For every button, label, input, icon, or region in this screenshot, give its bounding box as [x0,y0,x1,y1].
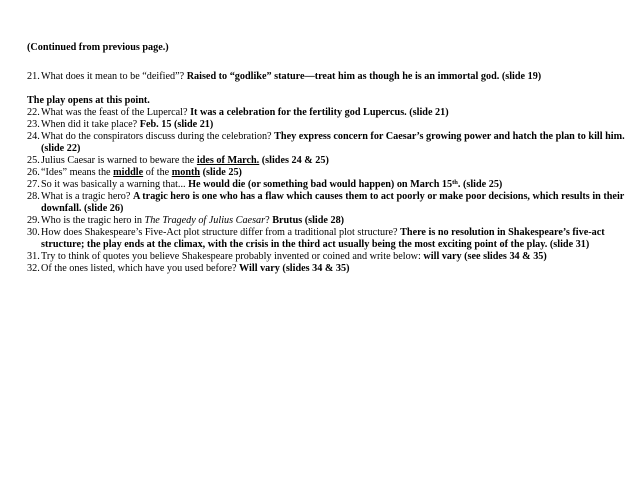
blank-answer-middle: middle [113,167,144,178]
answer-text: Raised to “godlike” stature—treat him as though he is an immortal god. (slide 19) [186,71,542,82]
question-number: 23. [27,119,40,130]
answer-underlined: ides of March. [196,155,260,166]
question-number: 29. [27,215,40,226]
answer-text: There is no resolution in Shakespeare’s five-act structure; the play ends at the climax, with the crisis in the third act usually being the most exciting point of the play. (slide 31) [41,227,605,250]
question-25 [27,155,627,167]
question-24 [27,131,627,155]
answer-text: It was a celebration for the fertility god Lupercus. (slide 21) [190,107,449,118]
question-30 [27,227,627,251]
question-text: What was the feast of the Lupercal? [41,107,188,118]
question-number: 21. [27,71,40,82]
question-text: What does it mean to be “deified”? [41,71,185,82]
question-26 [27,167,627,179]
question-text: Julius Caesar is warned to beware the [41,155,195,166]
question-mark: ? [265,215,270,226]
section-heading: The play opens at this point. [27,95,150,106]
question-text: When did it take place? [41,119,138,130]
question-31 [27,251,627,263]
continued-note: (Continued from previous page.) [27,42,169,53]
question-28 [27,191,627,215]
question-text: What is a tragic hero? [41,191,131,202]
question-number: 30. [27,227,40,238]
question-number: 27. [27,179,40,190]
blank-answer-month: month [171,167,201,178]
question-number: 25. [27,155,40,166]
question-number: 24. [27,131,40,142]
question-number: 26. [27,167,40,178]
question-text: “Ides” means the [41,167,111,178]
question-list [27,71,627,275]
question-22 [27,107,627,119]
answer-text: A tragic hero is one who has a flaw which causes them to act poorly or make poor decisions, which results in their downfall. (slide 26) [41,191,625,214]
question-text: How does Shakespeare’s Five-Act plot structure differ from a traditional plot structure? [41,227,398,238]
ordinal-suffix: th [452,179,458,186]
answer-text: Feb. 15 (slide 21) [139,119,214,130]
question-32 [27,263,627,275]
question-number: 28. [27,191,40,202]
answer-text: Brutus (slide 28) [272,215,345,226]
question-text: Of the ones listed, which have you used before? [41,263,237,274]
answer-text: Will vary (slides 34 & 35) [239,263,350,274]
answer-text [188,179,502,190]
question-27 [27,179,627,191]
question-number: 32. [27,263,40,274]
question-text: Try to think of quotes you believe Shakespeare probably invented or coined and write below: [41,251,421,262]
answer-text: (slides 24 & 25) [261,155,329,166]
question-text: What do the conspirators discuss during the celebration? [41,131,272,142]
answer-text: They express concern for Caesar’s growing power and hatch the plan to kill him. (slide 22) [41,131,625,154]
answer-text: will vary (see slides 34 & 35) [423,251,547,262]
question-number: 22. [27,107,40,118]
answer-main: He would die (or something bad would happen) on March 15 [188,179,453,190]
question-number: 31. [27,251,40,262]
question-23 [27,119,627,131]
question-text: Who is the tragic hero in [41,215,142,226]
question-21 [27,71,627,83]
question-text: So it was basically a warning that... [41,179,186,190]
question-29 [27,215,627,227]
slide-reference: (slide 25) [202,167,242,178]
answer-end: . (slide 25) [457,179,503,190]
question-text: of the [145,167,170,178]
play-title: The Tragedy of Julius Caesar [144,215,266,226]
